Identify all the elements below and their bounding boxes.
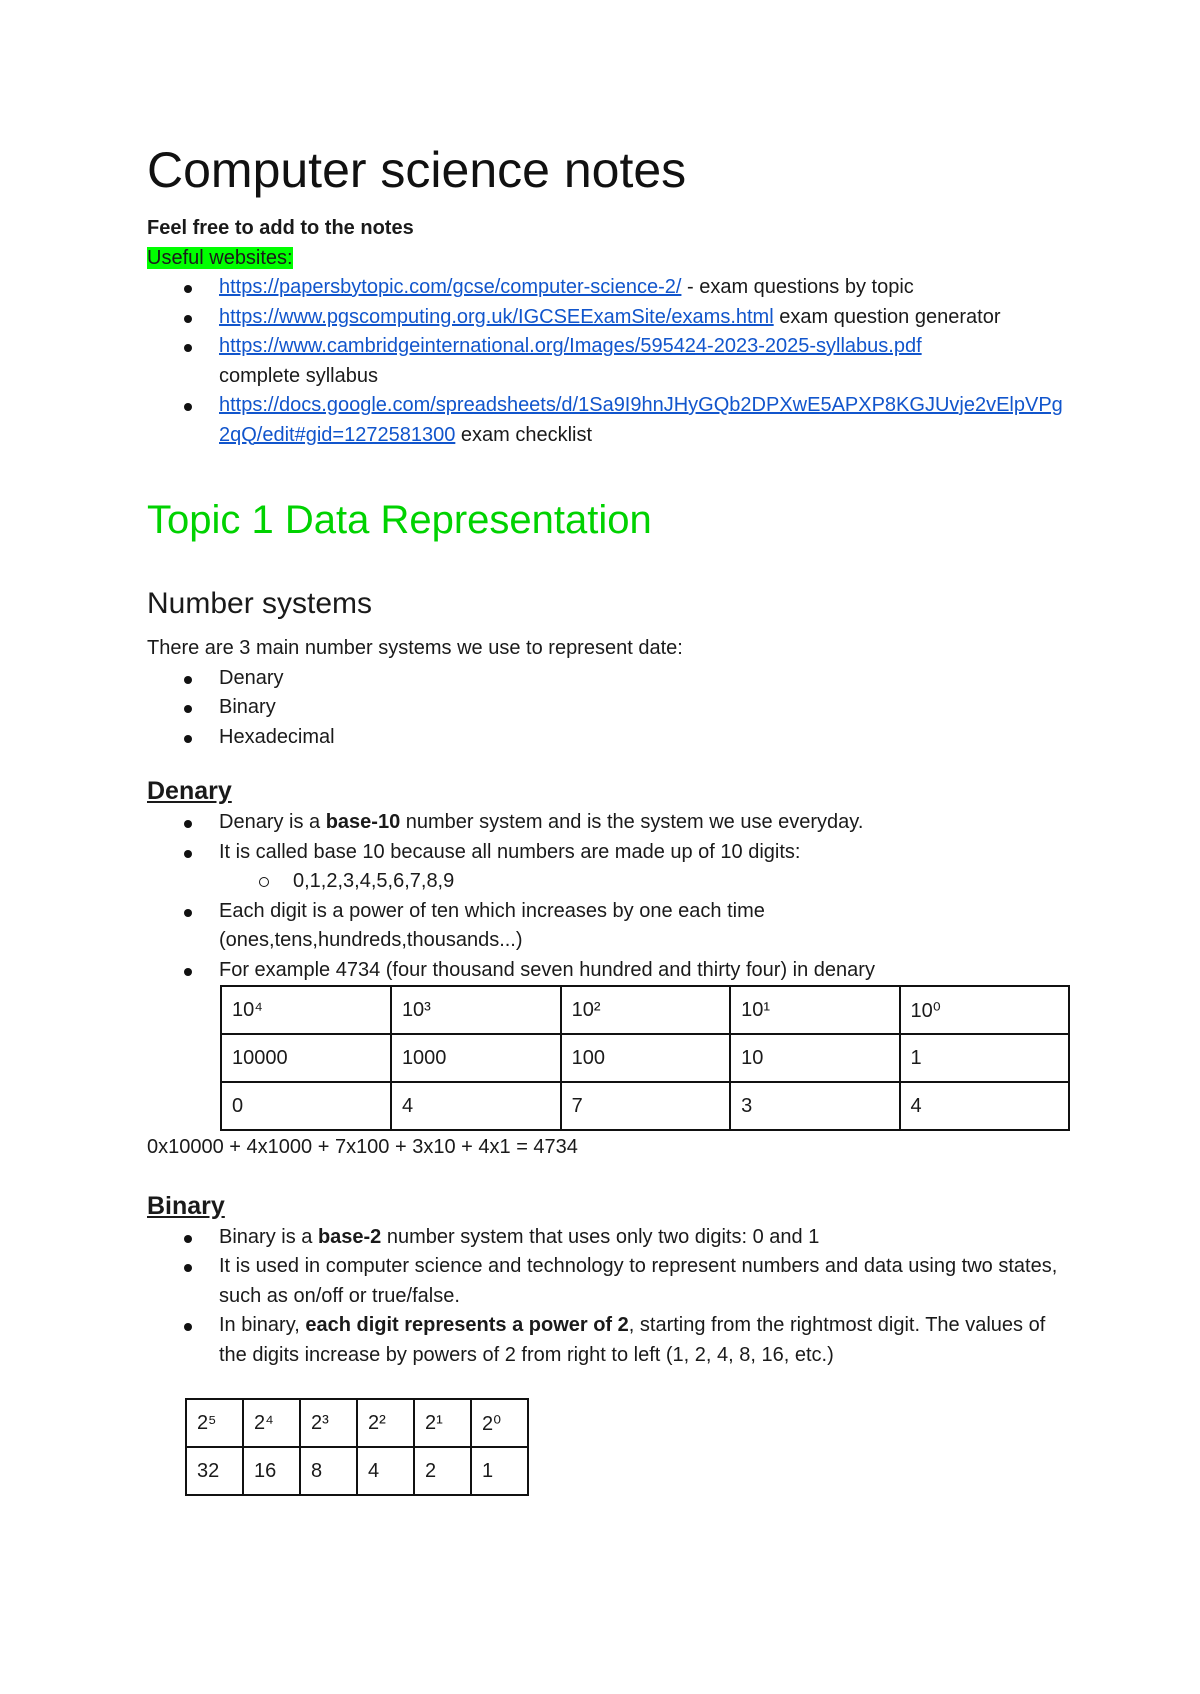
list-item [219, 391, 1067, 450]
number-systems-heading: Number systems [147, 587, 373, 620]
list-item: Binary [219, 693, 1067, 723]
link-description: exam checklist [455, 423, 593, 446]
text: It is called base 10 because all numbers are made up of 10 digits: [219, 840, 801, 863]
table-cell: 1000 [391, 1034, 561, 1082]
intro-note: Feel free to add to the notes [147, 217, 414, 239]
binary-list [147, 1223, 1067, 1371]
list-item [219, 808, 1067, 838]
sub-list-item: 0,1,2,3,4,5,6,7,8,9 [293, 867, 1067, 897]
list-item: Denary [219, 664, 1067, 694]
table-cell: 7 [561, 1082, 730, 1130]
list-item [219, 1311, 1067, 1370]
table-cell: 10³ [391, 986, 561, 1034]
table-cell: 4 [391, 1082, 561, 1130]
table-cell: 2¹ [414, 1399, 471, 1447]
table-cell: 10000 [221, 1034, 391, 1082]
text: In binary, [219, 1314, 306, 1336]
link-cambridge-syllabus[interactable]: https://www.cambridgeinternational.org/Images/595424-2023-2025-syllabus.pdf [219, 335, 922, 357]
table-cell: 2⁵ [186, 1399, 243, 1447]
list-item: Each digit is a power of ten which increases by one each time (ones,tens,hundreds,thousands...) [219, 897, 1067, 956]
table-cell: 10⁰ [900, 986, 1069, 1034]
list-item: Hexadecimal [219, 723, 1067, 753]
list-item: For example 4734 (four thousand seven hundred and thirty four) in denary [219, 956, 1067, 986]
table-cell: 10¹ [730, 986, 899, 1034]
link-description: - exam questions by topic [681, 276, 914, 298]
link-description: complete syllabus [219, 364, 378, 387]
table-cell: 4 [900, 1082, 1069, 1130]
table-cell: 3 [730, 1082, 899, 1130]
list-item [219, 1223, 1067, 1253]
table-cell: 2⁰ [471, 1399, 528, 1447]
bold-term: each digit represents a power of 2 [305, 1314, 629, 1336]
table-row [186, 1399, 528, 1447]
table-cell: 100 [561, 1034, 730, 1082]
document-title: Computer science notes [147, 142, 687, 198]
text: number system that uses only two digits: 0 and 1 [381, 1225, 820, 1248]
text: Binary is a [219, 1225, 318, 1248]
denary-table [220, 985, 1070, 1131]
number-systems-list [147, 664, 1067, 753]
table-cell: 32 [186, 1447, 243, 1495]
table-cell: 2² [357, 1399, 414, 1447]
table-cell: 2 [414, 1447, 471, 1495]
binary-table [185, 1398, 529, 1496]
denary-equation: 0x10000 + 4x1000 + 7x100 + 3x10 + 4x1 = 4734 [147, 1136, 578, 1158]
table-row [221, 1034, 1069, 1082]
table-cell: 2⁴ [243, 1399, 300, 1447]
list-item [219, 303, 1067, 333]
bold-term: base-2 [317, 1225, 382, 1248]
list-item [219, 332, 1067, 391]
table-row [186, 1447, 528, 1495]
table-cell: 10² [561, 986, 730, 1034]
table-cell: 1 [471, 1447, 528, 1495]
useful-websites-line [147, 244, 1067, 274]
table-cell: 4 [357, 1447, 414, 1495]
table-cell: 1 [900, 1034, 1069, 1082]
topic-heading: Topic 1 Data Representation [147, 498, 652, 542]
text: , starting from the rightmost digit. The values of the digits increase by powers of 2 from right to left (1, 2, 4, 8, 16, etc.) [219, 1314, 1046, 1366]
table-row [221, 1082, 1069, 1130]
text: Denary is a [219, 811, 326, 833]
list-item: It is used in computer science and technology to represent numbers and data using two states, such as on/off or true/false. [219, 1252, 1067, 1311]
number-systems-intro: There are 3 main number systems we use to represent date: [147, 637, 683, 659]
table-cell: 2³ [300, 1399, 357, 1447]
links-list [147, 273, 1067, 450]
table-cell: 8 [300, 1447, 357, 1495]
sub-list [219, 867, 1067, 897]
link-exam-checklist[interactable]: https://docs.google.com/spreadsheets/d/1Sa9I9hnJHyGQb2DPXwE5APXP8KGJUvje2vElpVPg2qQ/edit#gid=1272581300 [219, 394, 1063, 446]
denary-list [147, 808, 1067, 985]
table-row [221, 986, 1069, 1034]
document-page [147, 140, 1067, 1496]
text: number system and is the system we use everyday. [400, 811, 864, 833]
link-pgscomputing[interactable]: https://www.pgscomputing.org.uk/IGCSEExamSite/exams.html [219, 305, 774, 328]
denary-heading: Denary [147, 777, 232, 805]
binary-heading: Binary [147, 1191, 225, 1220]
link-papersbytopic[interactable]: https://papersbytopic.com/gcse/computer-science-2/ [219, 276, 682, 298]
list-item [219, 838, 1067, 897]
table-cell: 10 [730, 1034, 899, 1082]
bold-term: base-10 [325, 811, 401, 833]
table-cell: 10⁴ [221, 986, 391, 1034]
table-cell: 16 [243, 1447, 300, 1495]
list-item [219, 273, 1067, 303]
useful-websites-label: Useful websites: [147, 246, 293, 269]
link-description: exam question generator [773, 305, 1001, 328]
table-cell: 0 [221, 1082, 391, 1130]
